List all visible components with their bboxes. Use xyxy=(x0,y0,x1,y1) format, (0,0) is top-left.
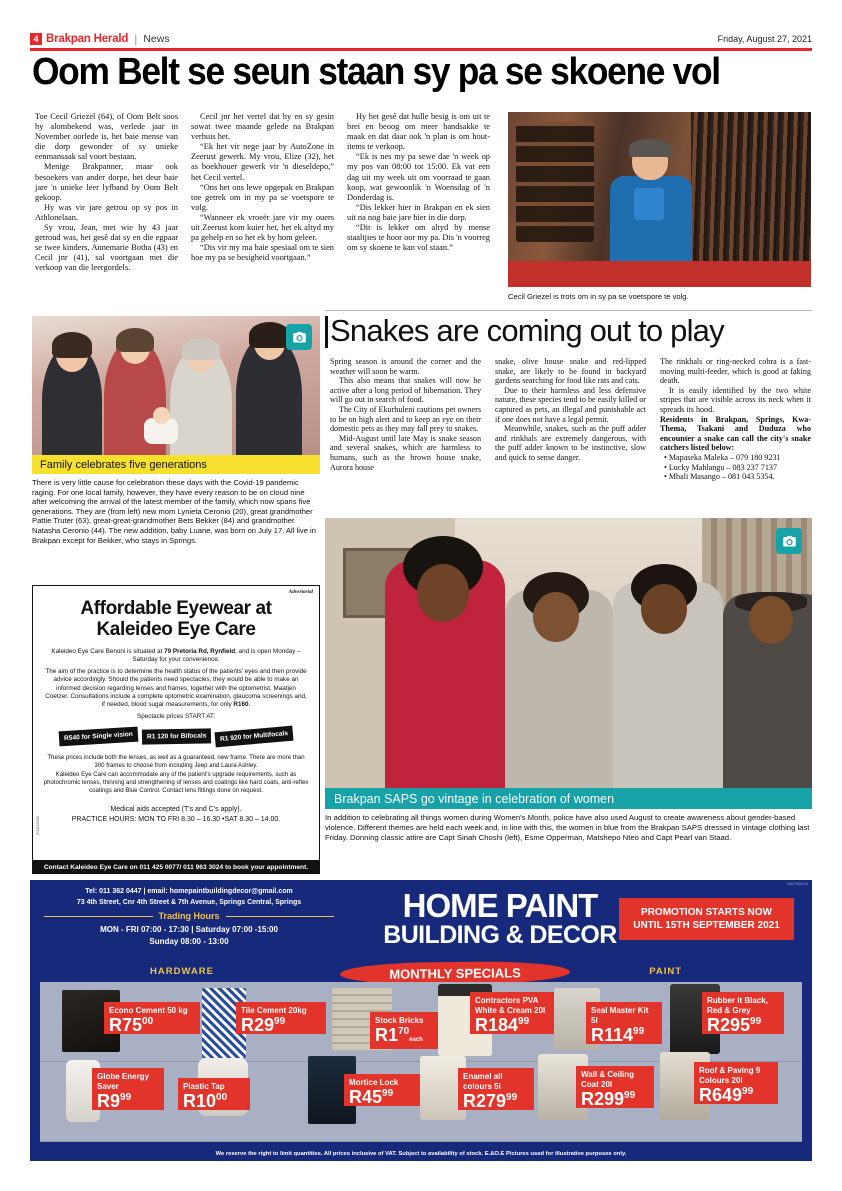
product-tag xyxy=(586,1002,662,1044)
promo-line1: PROMOTION STARTS NOW xyxy=(641,907,772,918)
product-tag xyxy=(470,992,554,1034)
price-cents: 00 xyxy=(216,1092,228,1103)
snakes-column-3 xyxy=(660,357,811,482)
price-cents: 70 xyxy=(398,1026,410,1037)
advertorial-tag: Advertorial xyxy=(288,589,313,595)
person-hair xyxy=(249,322,290,348)
medical-aids-note: Medical aids accepted (T's and C's apply). xyxy=(110,806,242,814)
snakes-column-2 xyxy=(495,357,646,482)
shop-counter xyxy=(508,261,811,287)
product-tag xyxy=(458,1068,534,1110)
price-tag-group xyxy=(33,729,319,744)
camera-icon xyxy=(776,528,802,554)
paragraph: The rinkhals or ring-necked cobra is a fast-moving multi-feeder, which is good at faking death. xyxy=(660,357,811,386)
snake-catcher-contact: • Mapaseka Maleka – 079 180 9231 xyxy=(664,452,781,462)
section-label: News xyxy=(143,33,170,45)
saps-photo-caption: In addition to celebrating all things women during Women's Month, police have also used August to create awareness about gender-based violence. Different themes are held each week and, in line with this, the women in blue from the Brakpan SAPS dressed in vintage clothing last Friday. Donning classic attire are Capt Sinah Choshi (left), Esme Opperman, Matshepo Nteo and Capt Pearl van Staad. xyxy=(325,813,810,843)
paragraph: Due to their harmless and less defensive nature, these species tend to be easily killed or captured as pets, an illegal and punishable act if one does not have a legal permit. xyxy=(495,385,646,424)
product-name: Globe Energy Saver xyxy=(97,1072,150,1091)
paragraph: “Dis lekker hier in Brakpan en ek sien uit na nog baie jare hier in die dorp. xyxy=(347,202,490,222)
ad-body-bottom xyxy=(33,744,319,795)
price-main: R9 xyxy=(97,1091,121,1111)
product-tag xyxy=(92,1068,164,1110)
paragraph: It is easily identified by the two white stripes that are visible across its neck when it spreads its hood. xyxy=(660,385,811,414)
lead-story-photo xyxy=(508,112,811,287)
promo-line2: UNTIL 15TH SEPTEMBER 2021 xyxy=(633,920,780,931)
price-cents: 00 xyxy=(142,1016,154,1027)
product-tag xyxy=(702,992,784,1034)
product-tag xyxy=(370,1012,442,1049)
person-hair xyxy=(629,139,671,157)
category-label-paint: PAINT xyxy=(649,966,682,977)
product-name: Tile Cement 20kg xyxy=(241,1006,307,1015)
price-cents: 99 xyxy=(120,1092,132,1103)
product-name: Roof & Paving 9 Colours 20l xyxy=(699,1066,761,1085)
paragraph: Mid-August until late May is snake season and several snakes, which are harmless to humans, such as the brown house snake, Aurora house xyxy=(330,433,481,472)
paragraph: The City of Ekurhuleni cautions pet owners to be on high alert and to keep an eye on their domestic pets as they may fall prey to snakes. xyxy=(330,404,481,434)
camera-icon xyxy=(286,324,312,350)
product-tag xyxy=(694,1062,778,1104)
paint-ad-contact xyxy=(44,887,334,948)
paragraph: “Ek is nes my pa sewe dae 'n week op my pos van 08:00 tot 15:00. Ek vat een dag uit my week uit om voorraad te gaan koop, wat gewoonlik 'n Woensdag of 'n Donderdag is. xyxy=(347,152,490,202)
price-main: R45 xyxy=(349,1087,383,1107)
price-tag-single-vision: R540 for Single vision xyxy=(58,727,138,747)
price-main: R1 xyxy=(375,1025,399,1045)
paragraph: Sy vrou, Jean, met wie hy 43 jaar getroud was, het gesê dat sy en die egpaar se twee kinders, Annemarie Botha (43) en Cecil jnr (41), sal voortgaan met die verkoop van die leergordels. xyxy=(35,223,178,273)
price-cents: 99 xyxy=(382,1088,394,1099)
ad-start-at: Spectacle prices START AT: xyxy=(137,712,215,720)
product-price xyxy=(349,1087,415,1107)
paragraph: Menige Brakpanner, maar ook besoekers van ander dorpe, het deur baie jare 'n unieke leer lyfband by Oom Belt gekoop. xyxy=(35,162,178,202)
product-tag xyxy=(344,1074,420,1106)
person-head xyxy=(641,584,687,634)
product-name: Contractors PVA White & Cream 20l xyxy=(475,996,546,1015)
handbag-display xyxy=(516,122,594,242)
lead-story-body xyxy=(35,112,490,307)
paragraph: snake, olive house snake and red-lipped snake, are likely to be found in backyard gardens searching for food like rats and cats. xyxy=(495,357,646,386)
product-price xyxy=(97,1091,159,1111)
product-price xyxy=(109,1015,195,1035)
product-tag xyxy=(178,1078,250,1110)
ad-paragraph-frames: These prices include both the lenses, as well as a guaranteed, new frame. There are more than 300 frames to choose from including Jeep and Laura Ashley. xyxy=(47,754,305,770)
paint-logo-line1: HOME PAINT xyxy=(402,887,598,924)
paragraph: “Ek het vir nege jaar by AutoZone in Zeerust gewerk. My vrou, Elize (32), het as boekhouer gewerk vir 'n dieseldepo,” het Cecil vertel. xyxy=(191,142,334,182)
ad-reference-code: 00671828.24 xyxy=(787,882,808,886)
price-main: R649 xyxy=(699,1085,743,1105)
headline-accent-bar xyxy=(325,316,328,348)
masthead-left xyxy=(30,32,170,46)
snakes-headline: Snakes are coming out to play xyxy=(330,313,724,348)
price-cents: 99 xyxy=(274,1016,286,1027)
shirt-detail xyxy=(634,188,664,220)
product-name: Mortice Lock xyxy=(349,1078,399,1087)
loc-prefix: Kaleideo Eye Care Benoni is situated at xyxy=(51,648,165,655)
lead-column-2 xyxy=(191,112,334,307)
svc-text: The aim of the practice is to determine the health status of the patients' eyes and then provide advice accordingly. Should the patients need spectacles, they would be able to make an informed decision regarding lenses and frames, together with the optometrist, Maatjen Coetzer. Consultations include a complete optometric examination, glaucoma screenings and, if needed, blood sugar measurements, for only xyxy=(45,667,307,709)
paragraph: “Wanneer ek vroeër jare vir my ouers uit Zeerust kom kuier het, het ek altyd my pa gehelp en so het ek by hom geleer. xyxy=(191,212,334,243)
price-unit: each xyxy=(409,1037,423,1043)
baby-head xyxy=(153,407,170,424)
product-name: Wall & Ceiling Coat 20l xyxy=(581,1070,635,1089)
saps-banner: Brakpan SAPS go vintage in celebration of women xyxy=(325,788,812,809)
paragraph: “Ons het ons lewe opgepak en Brakpan toe getrek om in my pa se voetspore te volg. xyxy=(191,182,334,212)
snake-catcher-contact: • Lucky Mahlangu – 083 237 7137 xyxy=(664,462,777,472)
consultation-price: R160 xyxy=(233,701,249,709)
person-head xyxy=(749,596,793,644)
price-main: R114 xyxy=(591,1025,634,1045)
snake-catchers-intro: Residents in Brakpan, Springs, Kwa-Thema, Tsakani and Duduza who encounter a snake can call the city's snake catchers listed below: xyxy=(660,414,811,453)
product-name: Enamel all colours 5l xyxy=(463,1072,503,1091)
practice-hours: PRACTICE HOURS: MON TO FRI 8.30 – 16.30 •SAT 8.30 – 14.00. xyxy=(71,816,281,824)
paint-logo-line2: BUILDING & DECOR xyxy=(383,921,617,949)
paragraph: “Dis vir my ma baie spesiaal om te sien hoe my pa se besigheid voortgaan.” xyxy=(191,243,334,263)
product-name: Seal Master Kit 5l xyxy=(591,1006,649,1025)
price-cents: 99 xyxy=(518,1016,530,1027)
price-cents: 99 xyxy=(742,1086,754,1097)
lead-photo-caption: Cecil Griezel is trots om in sy pa se voetspore te volg. xyxy=(508,292,689,301)
product-tag xyxy=(104,1002,200,1034)
page-title: Oom Belt se seun staan sy pa se skoene vol xyxy=(32,51,720,93)
paragraph: Cecil jnr het vertel dat hy en sy gesin sowat twee maande gelede na Brakpan verhuis het. xyxy=(191,112,334,142)
person-hair xyxy=(116,328,154,352)
trading-hours-weekday: MON - FRI 07:00 - 17:30 | Saturday 07:00 -15:00 xyxy=(100,924,278,934)
product-name: Stock Bricks xyxy=(375,1016,424,1025)
trading-hours-header xyxy=(44,911,334,922)
price-main: R184 xyxy=(475,1015,519,1035)
price-main: R299 xyxy=(581,1089,625,1109)
snakes-story-body xyxy=(330,357,813,482)
product-tag xyxy=(236,1002,326,1034)
ad-title-line1: Affordable Eyewear at xyxy=(80,598,272,619)
product-price xyxy=(591,1025,657,1045)
product-price xyxy=(241,1015,321,1035)
rule-right xyxy=(226,916,335,917)
paragraph: Spring season is around the corner and the weather will soon be warm. xyxy=(330,357,481,376)
ad-paragraph-services xyxy=(45,668,307,710)
person-head xyxy=(533,592,579,642)
price-cents: 99 xyxy=(624,1090,636,1101)
eyewear-advertisement[interactable] xyxy=(32,585,320,870)
ad-hours-block xyxy=(33,795,319,825)
ad-reference-code: X1A10030 xyxy=(35,816,40,835)
lead-column-1 xyxy=(35,112,178,307)
price-main: R295 xyxy=(707,1015,751,1035)
trading-hours-sunday: Sunday 08:00 - 13:00 xyxy=(149,936,229,946)
masthead xyxy=(30,28,812,50)
ad-paragraph-location xyxy=(45,648,307,665)
rule-left xyxy=(44,916,153,917)
paint-advertisement[interactable] xyxy=(30,880,812,1161)
monthly-specials-badge: MONTHLY SPECIALS xyxy=(340,961,570,985)
family-banner: Family celebrates five generations xyxy=(32,455,320,474)
section-divider xyxy=(325,310,812,311)
snake-catcher-contact: • Mbali Masango – 081 043 5354. xyxy=(664,472,775,482)
product-price xyxy=(463,1091,529,1111)
product-price xyxy=(581,1089,649,1109)
trading-hours-label: Trading Hours xyxy=(158,911,220,921)
price-tag-bifocals: R1 120 for Bifocals xyxy=(142,729,212,745)
product-price xyxy=(375,1027,437,1045)
snakes-column-1 xyxy=(330,357,481,482)
price-main: R10 xyxy=(183,1091,217,1111)
issue-date: Friday, August 27, 2021 xyxy=(717,34,812,44)
eyewear-contact-bar[interactable]: Contact Kaleideo Eye Care on 011 425 0077/ 011 963 3024 to book your appointment. xyxy=(32,860,320,874)
price-main: R279 xyxy=(463,1091,507,1111)
product-tag xyxy=(576,1066,654,1108)
paragraph: Meanwhile, snakes, such as the puff adder and rinkhals are extremely dangerous, with the puff adder known to be instinctive, slow and quick to sense danger. xyxy=(495,424,646,462)
paragraph: Toe Cecil Griezel (64), of Oom Belt soos hy alombekend was, verlede jaar in November oorlede is, het baie mense van die dorp gewonder of sy unieke eenmansaak sal voort bestaan. xyxy=(35,112,178,162)
person-hair xyxy=(52,332,92,358)
family-photo-caption: There is very little cause for celebration these days with the Covid-19 pandemic raging. For one local family, however, they have every reason to be on cloud nine after welcoming the arrival of the latest member of the family, which now spans five generations. They are (from left) new mom Lynieta Ceronio (20), great grandmother Pattie Truter (63), great-great-grandmother Bets Bekker (84) and grandmother Natasha Ceronio (44). The new addition, baby Luane, was born on July 17. All live in Brakpan except for Bekker, who stays in Springs. xyxy=(32,478,316,545)
price-cents: 99 xyxy=(506,1092,518,1103)
price-main: R75 xyxy=(109,1015,143,1035)
paragraph: Hy was vir jare getrou op sy pos in Athlonelaan. xyxy=(35,202,178,222)
masthead-separator: | xyxy=(134,32,138,46)
product-price xyxy=(475,1015,549,1035)
family-photo xyxy=(32,316,320,456)
price-cents: 99 xyxy=(750,1016,762,1027)
saps-photo xyxy=(325,518,812,790)
product-price xyxy=(183,1091,245,1111)
page-number-badge: 4 xyxy=(30,33,42,45)
loc-suffix: , and is open Monday – Saturday for your convenience. xyxy=(132,648,301,664)
lead-column-3 xyxy=(347,112,490,307)
paint-ad-disclaimer: We reserve the right to limit quantities. All prices inclusive of VAT. Subject to availability of stock. E.&O.E Pictures used for illustrative purposes only. xyxy=(215,1151,627,1157)
product-name: Plastic Tap xyxy=(183,1082,225,1091)
product-name: Econo Cement 50 kg xyxy=(109,1006,188,1015)
paint-ad-tel: Tel: 011 362 0447 | email: homepaintbuildingdecor@gmail.com xyxy=(85,888,293,895)
price-cents: 99 xyxy=(633,1026,645,1037)
product-price xyxy=(707,1015,779,1035)
ad-address: 79 Pretoria Rd, Rynfield xyxy=(164,648,236,655)
paragraph: “Dit is lekker om altyd by mense staaltjies te hoor oor my pa. Dis 'n voorreg om sy skoene te kan vol staan.” xyxy=(347,223,490,253)
product-price xyxy=(699,1085,773,1105)
paint-ad-address: 73 4th Street, Cnr 4th Street & 7th Avenue, Springs Central, Springs xyxy=(76,898,302,906)
ad-title xyxy=(33,598,319,640)
promotion-badge xyxy=(619,898,794,940)
ad-title-line2: Kaleideo Eye Care xyxy=(96,619,256,640)
ad-body-top xyxy=(33,640,319,721)
publication-title: Brakpan Herald xyxy=(46,33,129,45)
ad-paragraph-upgrades: Kaleideo Eye Care can accommodate any of the patient's upgrade requirements, such as photochromic lenses, thinning and strengthening of lenses and coatings like hard coats, anti-reflex coatings and Blue Control. Contact lens fittings done on request. xyxy=(43,770,309,795)
paragraph: Hy het gesê dat hulle besig is om uit te brei en beoog om meer handsakke te maak en dat daar ook 'n plan is om hout-items te verkoop. xyxy=(347,112,490,152)
person-head xyxy=(417,564,469,622)
category-label-hardware: HARDWARE xyxy=(150,966,214,977)
product-name: Rubber it Black, Red & Grey xyxy=(707,996,768,1015)
person-hair xyxy=(182,338,220,360)
price-main: R29 xyxy=(241,1015,275,1035)
price-tag-multifocals: R1 920 for Multifocals xyxy=(215,726,294,748)
paragraph: This also means that snakes will now be active after a long period of hibernation. They will go out in search of food. xyxy=(330,376,481,405)
svc-suffix: . xyxy=(248,701,251,709)
paint-ad-logo xyxy=(360,887,640,949)
